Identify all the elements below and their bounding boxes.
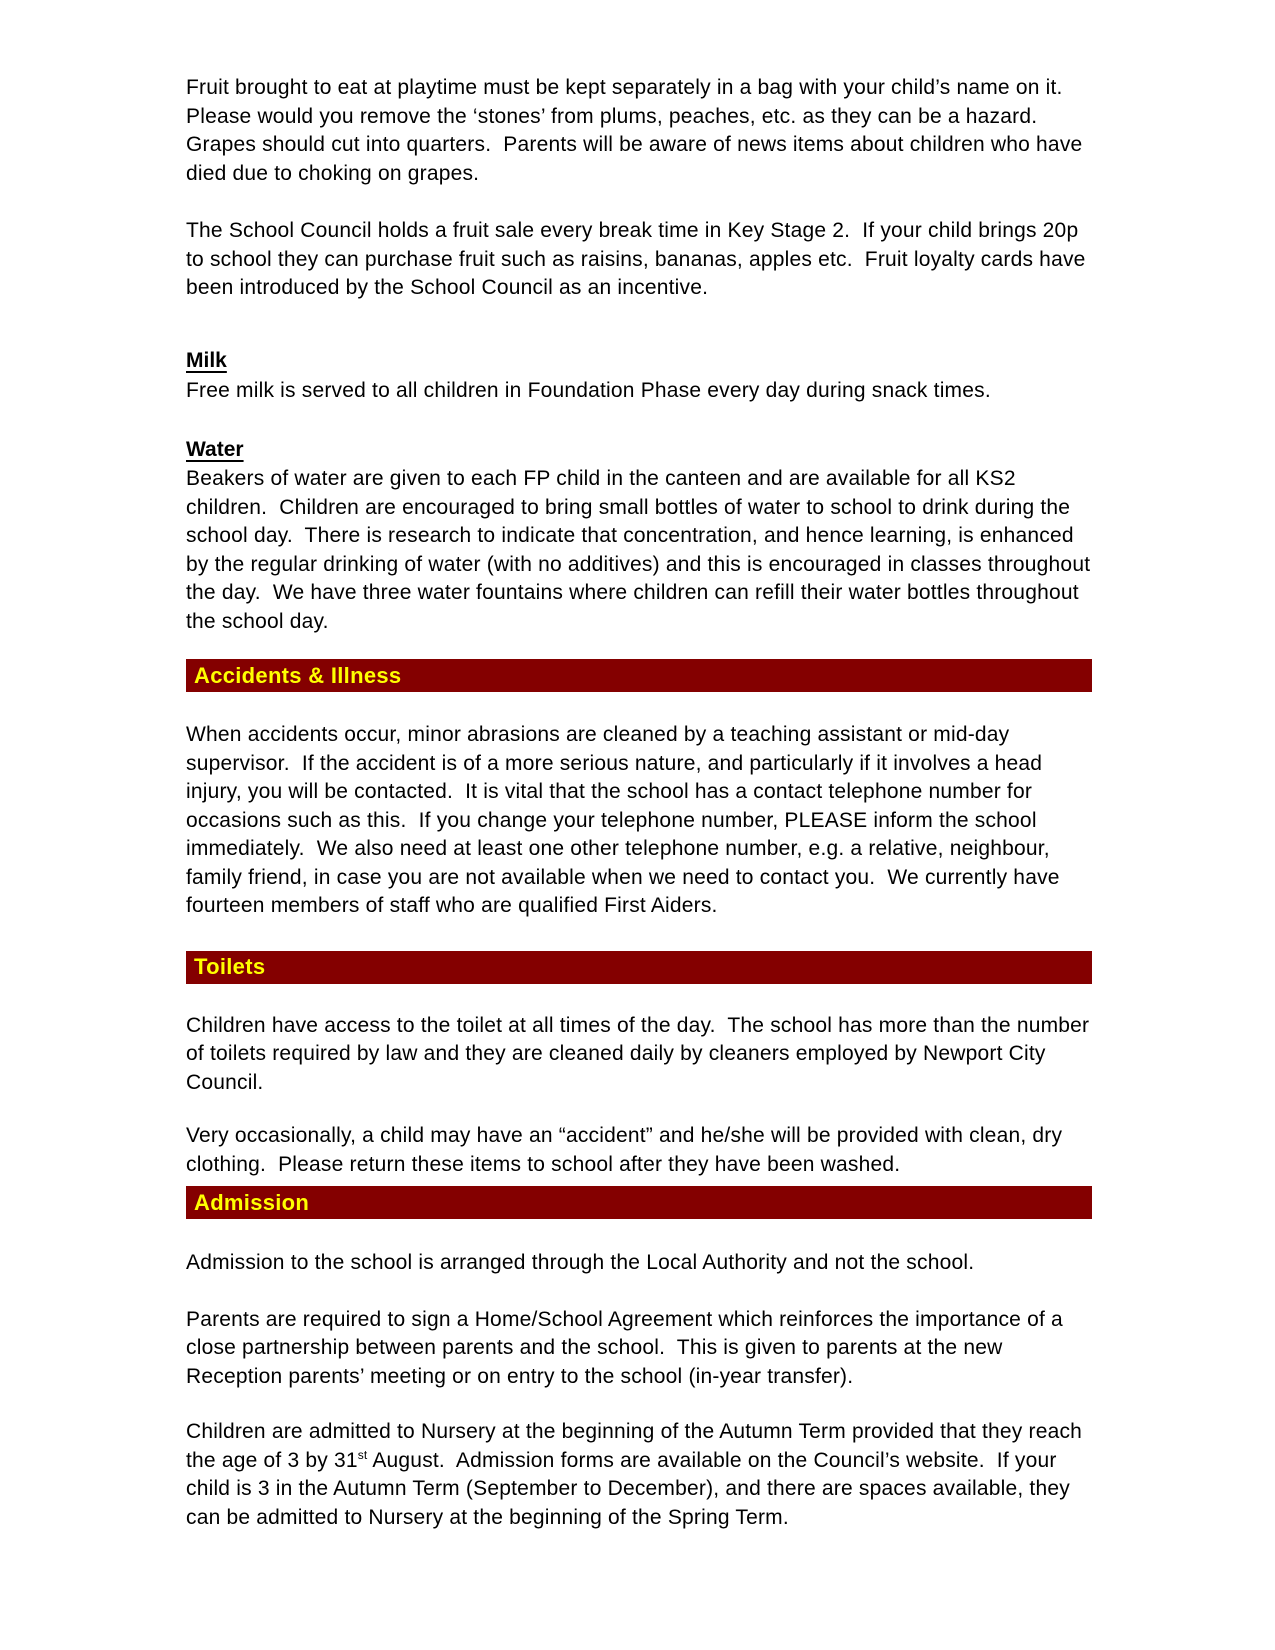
paragraph-admission-agreement: Parents are required to sign a Home/School Agreement which reinforces the importance of a close partnership between parents and the school. This is given to parents at the new Reception parents’ meeting or on entry to the school (in-year transfer). [186,1307,1069,1388]
section-banner-accidents-illness-label: Accidents & Illness [194,662,402,688]
paragraph-water: Beakers of water are given to each FP child in the canteen and are available for all KS2 children. Children are encouraged to bring small bottles of water to school to drink during the school day. There is research to indicate that concentration, and hence learning, is enhanced by the regular drinking of water (with no additives) and this is encouraged in classes throughout the day. We have three water fountains where children can refill their water bottles throughout the school day. [186,467,1097,633]
paragraph-accidents: When accidents occur, minor abrasions are cleaned by a teaching assistant or mid-day supervisor. If the accident is of a more serious nature, and particularly if it involves a head injury, you will be contacted. It is vital that the school has a contact telephone number for occasions such as this. If you change your telephone number, PLEASE inform the school immediately. We also need at least one other telephone number, e.g. a relative, neighbour, family friend, in case you are not available when we need to contact you. We currently have fourteen members of staff who are qualified First Aiders. [186,723,1066,917]
section-banner-toilets-label: Toilets [194,954,266,979]
paragraph-fruit-sale: The School Council holds a fruit sale every break time in Key Stage 2. If your child brings 20p to school they can purchase fruit such as raisins, bananas, apples etc. Fruit loyalty cards have been introduced by the School Council as an incentive. [186,219,1092,299]
section-banner-admission [186,1186,1092,1219]
ordinal-superscript-st: st [357,1447,368,1462]
paragraph-milk: Free milk is served to all children in Foundation Phase every day during snack times. [186,379,991,402]
section-banner-toilets [186,951,1092,984]
paragraph-admission-nursery [186,1418,1092,1532]
paragraph-admission-nursery-before-sup: Children are admitted to Nursery at the beginning of the Autumn Term provided that they reach the age of 3 by 31 [186,1420,1089,1472]
heading-water: Water [186,437,244,461]
paragraph-toilets-access: Children have access to the toilet at all times of the day. The school has more than the number of toilets required by law and they are cleaned daily by cleaners employed by Newport City Council. [186,1013,1096,1094]
paragraph-admission-authority: Admission to the school is arranged through the Local Authority and not the school. [186,1251,975,1274]
paragraph-toilets-accident: Very occasionally, a child may have an “accident” and he/she will be provided with clean, dry clothing. Please return these items to school after they have been washed. [186,1124,1069,1176]
paragraph-fruit-playtime: Fruit brought to eat at playtime must be kept separately in a bag with your child’s name on it. Please would you remove the ‘stones’ from plums, peaches, etc. as they can be a hazard. Grapes should cut into quarters. Parents will be aware of news items about children who have died due to choking on grapes. [186,76,1089,185]
heading-milk: Milk [186,348,227,372]
paragraph-admission-nursery-after-sup: August. Admission forms are available on the Council’s website. If your child is 3 in the Autumn Term (September to December), and there are spaces available, they can be admitted to Nursery at the beginning of the Spring Term. [186,1448,1076,1529]
section-banner-admission-label: Admission [194,1189,310,1215]
section-banner-accidents-illness [186,659,1092,692]
